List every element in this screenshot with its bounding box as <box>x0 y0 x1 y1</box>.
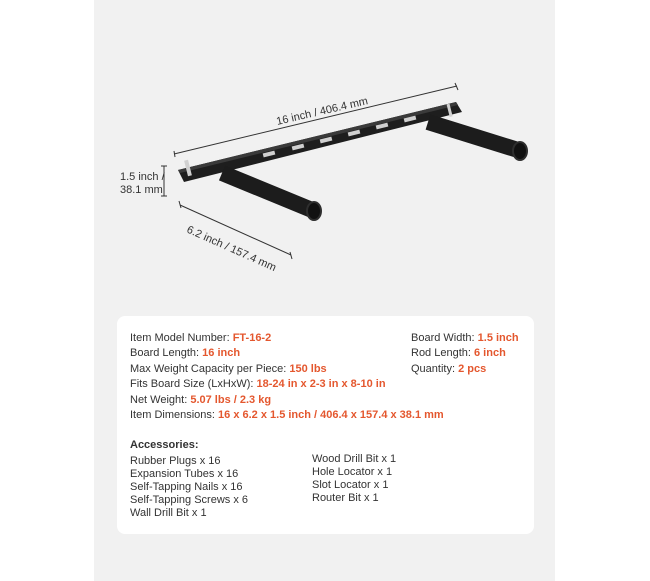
height-dimension-line2: 38.1 mm <box>120 184 163 196</box>
spec-max-weight: Max Weight Capacity per Piece: 150 lbs <box>130 363 327 375</box>
height-dimension-line1: 1.5 inch / <box>120 171 165 183</box>
accessory-item: Slot Locator x 1 <box>312 479 389 491</box>
accessory-item: Self-Tapping Screws x 6 <box>130 494 248 506</box>
spec-model: Item Model Number: FT-16-2 <box>130 332 272 344</box>
accessory-item: Hole Locator x 1 <box>312 466 393 478</box>
spec-board-width: Board Width: 1.5 inch <box>411 332 519 344</box>
spec-board-length: Board Length: 16 inch <box>130 347 241 359</box>
spec-net-weight: Net Weight: 5.07 lbs / 2.3 kg <box>130 394 272 406</box>
spec-board-size: Fits Board Size (LxHxW): 18-24 in x 2-3 in x 8-10 in <box>130 378 386 390</box>
spec-item-dimensions: Item Dimensions: 16 x 6.2 x 1.5 inch / 406.4 x 157.4 x 38.1 mm <box>130 409 444 421</box>
spec-rod-length: Rod Length: 6 inch <box>411 347 506 359</box>
accessory-item: Expansion Tubes x 16 <box>130 468 239 480</box>
accessory-item: Self-Tapping Nails x 16 <box>130 481 243 493</box>
accessory-item: Rubber Plugs x 16 <box>130 455 221 467</box>
accessory-item: Wall Drill Bit x 1 <box>130 507 207 519</box>
accessories-title: Accessories: <box>130 439 199 451</box>
accessory-item: Router Bit x 1 <box>312 492 379 504</box>
support-rods <box>222 122 527 220</box>
length-dimension: 16 inch / 406.4 mm <box>275 95 370 128</box>
spec-quantity: Quantity: 2 pcs <box>411 363 487 375</box>
depth-dimension: 6.2 inch / 157.4 mm <box>184 223 278 275</box>
accessory-item: Wood Drill Bit x 1 <box>312 453 397 465</box>
